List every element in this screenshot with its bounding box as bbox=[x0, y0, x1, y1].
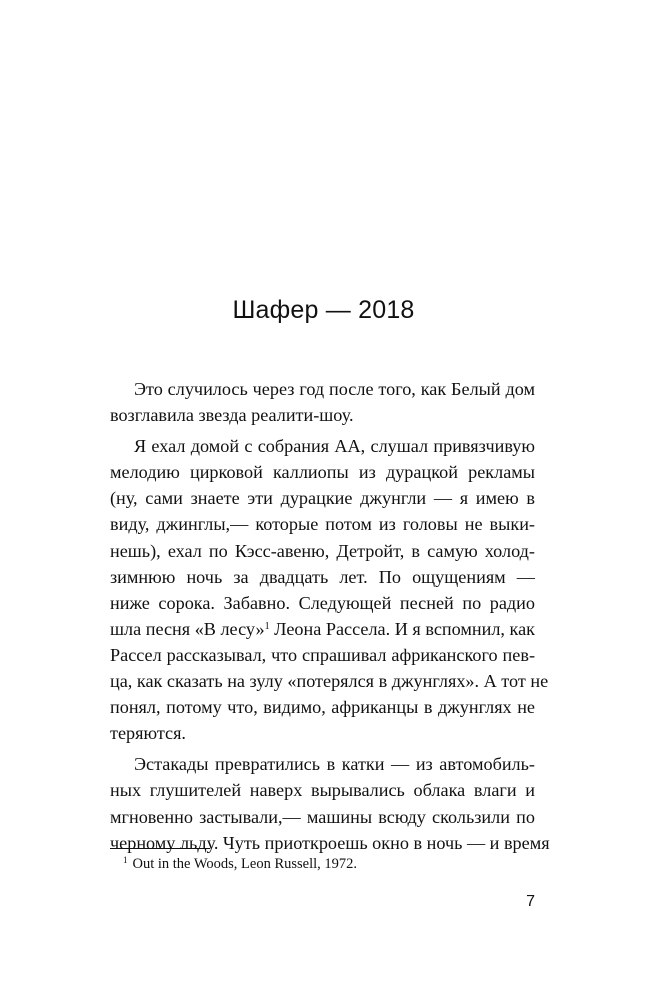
text-line: зимнюю ночь за двадцать лет. По ощущениям — bbox=[110, 566, 535, 587]
text-line: мгновенно застывали,— машины всюду скользили по bbox=[110, 806, 535, 827]
text-line: Я ехал домой с собрания АА, слушал привязчивую bbox=[134, 436, 535, 457]
text-line: ниже сорока. Забавно. Следующей песней по радио bbox=[110, 592, 535, 613]
paragraph-1 bbox=[110, 376, 535, 428]
paragraph-2 bbox=[110, 433, 549, 746]
text-line: Эстакады превратились в катки — из автомобиль- bbox=[134, 754, 535, 775]
footnote-mark: 1 bbox=[123, 855, 128, 865]
footnote-reference: 1 bbox=[264, 620, 270, 632]
text-line-with-footnote-ref bbox=[110, 616, 535, 642]
text-line: (ну, сами знаете эти дурацкие джунгли — я имею в bbox=[110, 488, 535, 509]
text-line: черному льду. Чуть приоткроешь окно в ночь — и время bbox=[110, 832, 550, 853]
text-segment: Леона Рассела. И я вспомнил, как bbox=[269, 618, 536, 639]
text-line: теряются. bbox=[110, 723, 186, 744]
text-line: нешь), ехал по Кэсс-авеню, Детройт, в самую холод- bbox=[110, 540, 535, 561]
body-text bbox=[110, 376, 550, 861]
text-line: виду, джинглы,— которые потом из головы не выки- bbox=[110, 514, 535, 535]
text-line: понял, потому что, видимо, африканцы в джунглях не bbox=[110, 697, 535, 718]
text-line: ных глушителей наверх вырывались облака влаги и bbox=[110, 780, 535, 801]
footnote-divider bbox=[110, 848, 210, 849]
chapter-title: Шафер — 2018 bbox=[232, 296, 415, 324]
text-line: Это случилось через год после того, как Белый дом bbox=[134, 379, 535, 399]
page-number: 7 bbox=[526, 893, 535, 910]
footnote-text: Out in the Woods, Leon Russell, 1972. bbox=[132, 856, 358, 872]
text-line: Рассел рассказывал, что спрашивал африканского пев- bbox=[110, 644, 535, 665]
text-line: мелодию цирковой каллиопы из дурацкой рекламы bbox=[110, 462, 535, 483]
text-segment: шла песня «В лесу» bbox=[110, 618, 265, 639]
paragraph-3 bbox=[110, 751, 550, 855]
text-line: ца, как сказать на зулу «потерялся в джунглях». А тот не bbox=[110, 671, 549, 692]
text-line: возглавила звезда реалити-шоу. bbox=[110, 405, 354, 426]
footnote bbox=[110, 854, 535, 874]
